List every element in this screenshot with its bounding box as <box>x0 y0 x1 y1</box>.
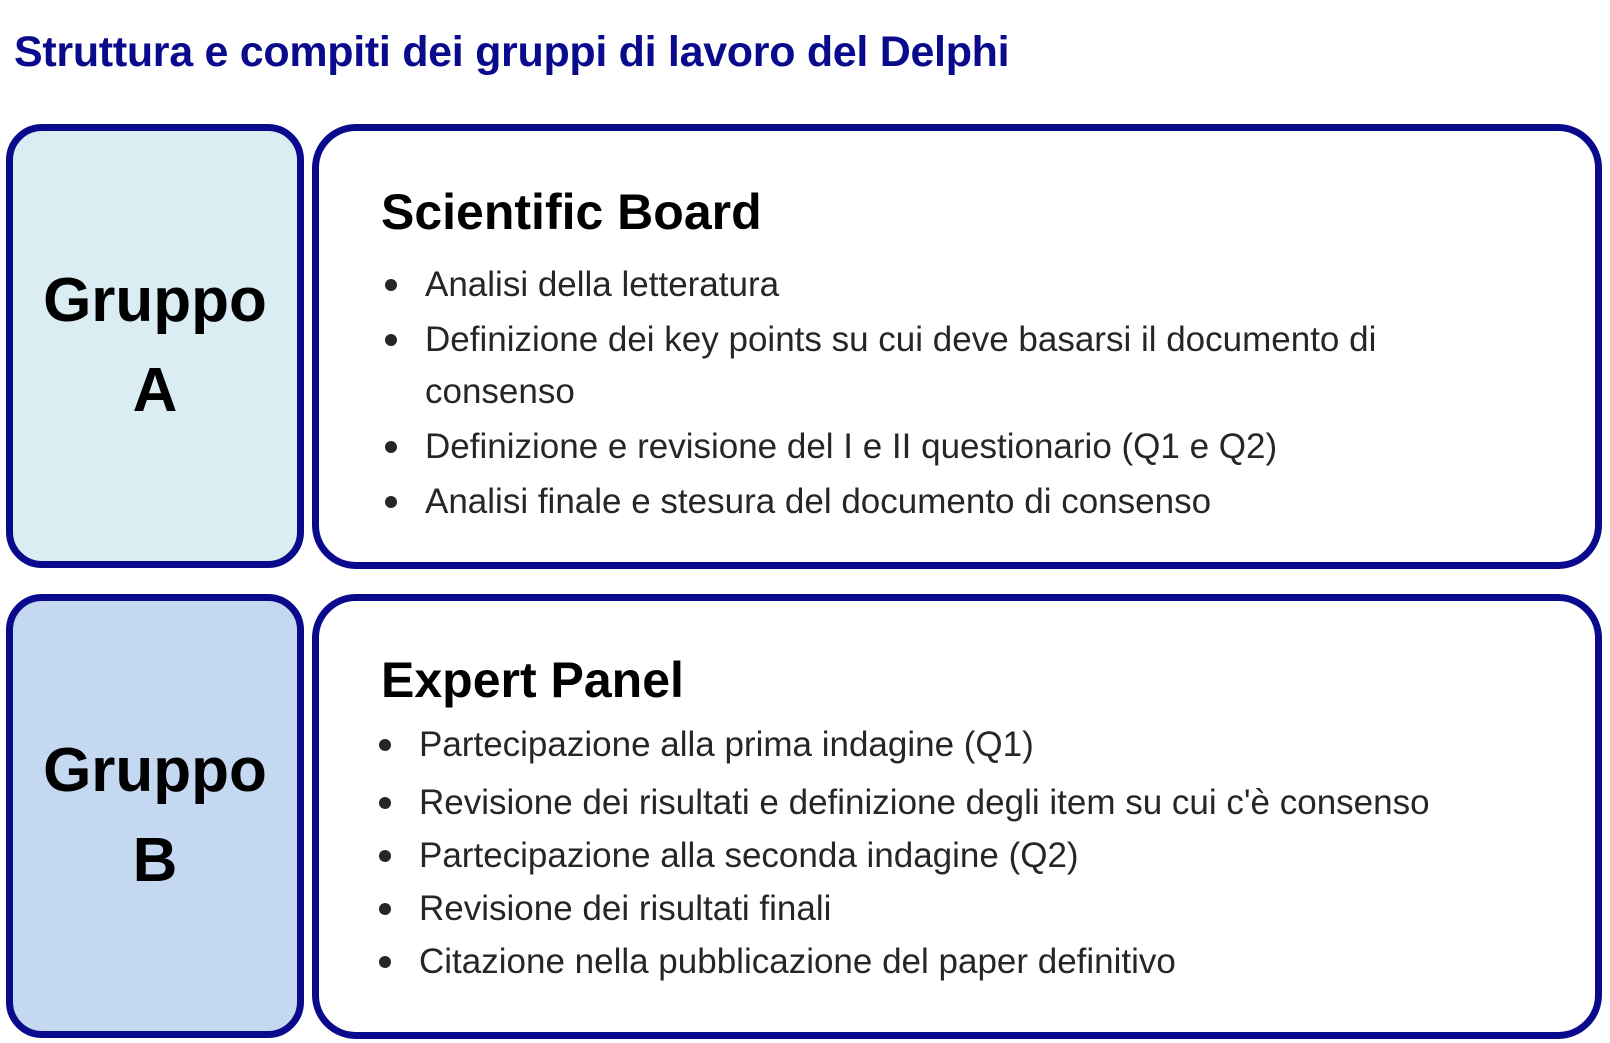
bullet-icon <box>379 850 391 862</box>
task-text: Partecipazione alla prima indagine (Q1) <box>419 725 1034 764</box>
group-a-content-box <box>312 124 1602 569</box>
task-text: Revisione dei risultati e definizione degli item su cui c'è consenso <box>419 783 1430 822</box>
bullet-icon <box>379 797 391 809</box>
list-item <box>375 719 1575 771</box>
group-b-label-letter: B <box>132 826 178 895</box>
bullet-icon <box>385 334 397 346</box>
list-item <box>375 883 1575 935</box>
bullet-icon <box>385 496 397 508</box>
group-b-row <box>0 594 1610 1039</box>
scientific-board-title: Scientific Board <box>381 184 762 240</box>
group-b-content-box <box>312 594 1602 1039</box>
list-item <box>375 777 1575 829</box>
group-a-label-box <box>6 124 304 568</box>
group-b-task-list <box>375 719 1575 989</box>
task-text: Citazione nella pubblicazione del paper definitivo <box>419 942 1176 981</box>
task-text: Definizione dei key points su cui deve basarsi il documento di consenso <box>425 320 1377 411</box>
group-a-label-letter: A <box>132 356 178 425</box>
bullet-icon <box>379 739 391 751</box>
task-text: Partecipazione alla seconda indagine (Q2) <box>419 836 1079 875</box>
group-b-label-box <box>6 594 304 1038</box>
bullet-icon <box>379 903 391 915</box>
group-a-task-list <box>381 259 1511 531</box>
list-item <box>375 936 1575 988</box>
list-item <box>381 476 1511 528</box>
group-a-row <box>0 124 1610 569</box>
task-text: Definizione e revisione del I e II questionario (Q1 e Q2) <box>425 427 1278 466</box>
task-text: Analisi finale e stesura del documento di consenso <box>425 482 1212 521</box>
list-item <box>375 830 1575 882</box>
group-a-label-word: Gruppo <box>43 266 267 335</box>
bullet-icon <box>379 956 391 968</box>
task-text: Analisi della letteratura <box>425 265 780 304</box>
list-item <box>381 259 1511 311</box>
group-b-label-word: Gruppo <box>43 736 267 805</box>
list-item <box>381 421 1511 473</box>
expert-panel-title: Expert Panel <box>381 652 684 708</box>
page-title: Struttura e compiti dei gruppi di lavoro del Delphi <box>14 28 1010 76</box>
bullet-icon <box>385 279 397 291</box>
list-item <box>381 314 1511 418</box>
bullet-icon <box>385 441 397 453</box>
task-text: Revisione dei risultati finali <box>419 889 832 928</box>
